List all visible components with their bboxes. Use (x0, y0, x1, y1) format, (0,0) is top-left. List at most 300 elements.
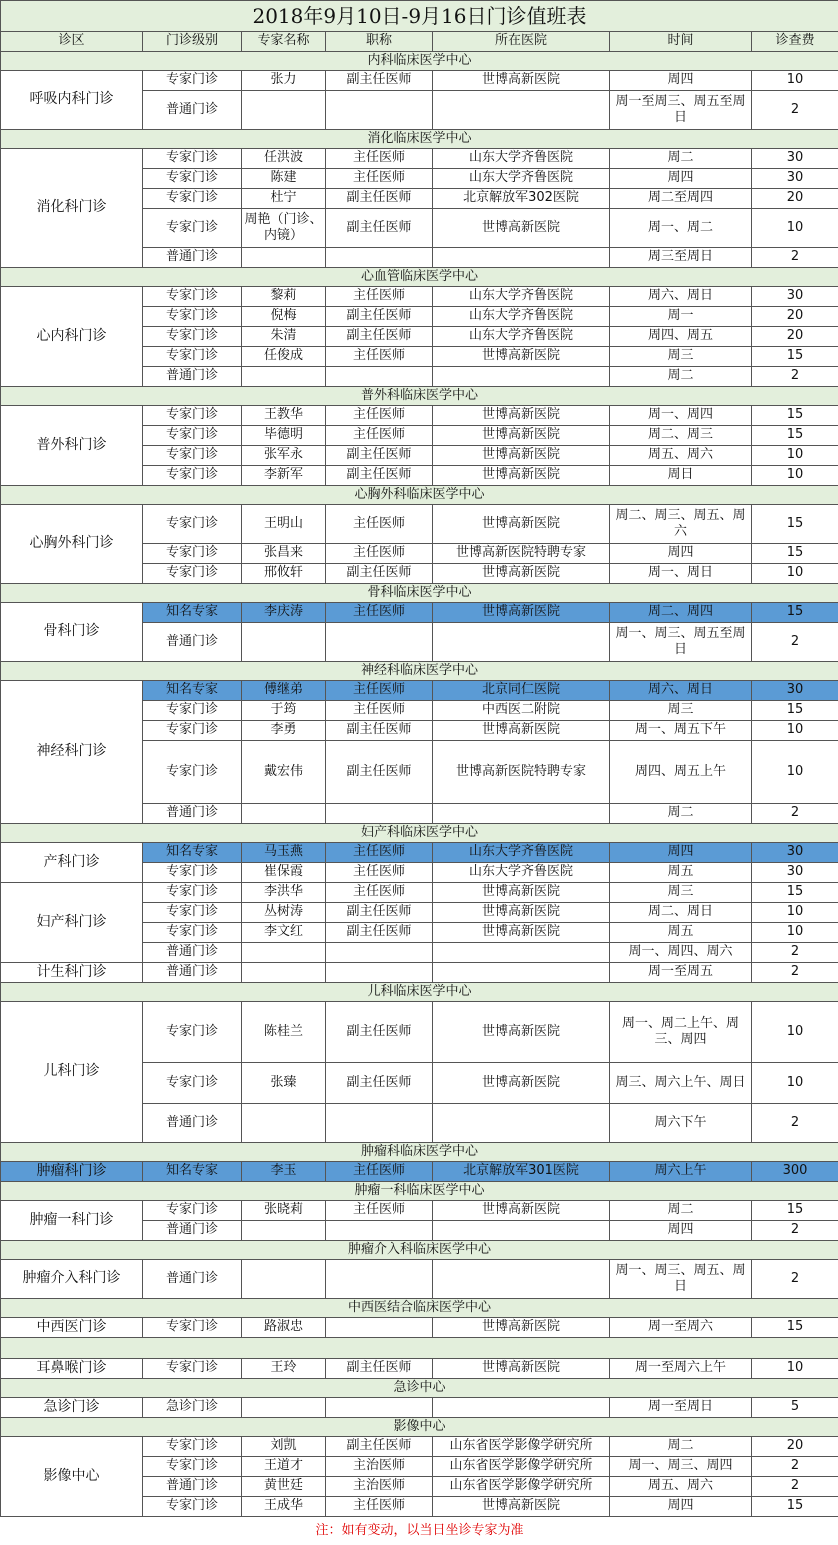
cell-title: 主任医师 (326, 149, 433, 169)
table-row (1, 149, 838, 169)
cell-level: 普通门诊 (143, 804, 242, 824)
cell-time: 周二 (610, 804, 752, 824)
cell-hospital: 世博高新医院 (433, 505, 610, 544)
table-row (1, 1260, 838, 1299)
cell-name (242, 963, 326, 983)
cell-name: 杜宁 (242, 189, 326, 209)
cell-level: 专家门诊 (143, 307, 242, 327)
cell-fee: 20 (752, 307, 838, 327)
cell-name: 李洪华 (242, 883, 326, 903)
cell-hospital: 山东大学齐鲁医院 (433, 863, 610, 883)
table-body (1, 52, 838, 1517)
cell-fee: 10 (752, 446, 838, 466)
cell-title: 主任医师 (326, 505, 433, 544)
cell-time: 周四、周五 (610, 327, 752, 347)
cell-time: 周五 (610, 863, 752, 883)
cell-level: 专家门诊 (143, 406, 242, 426)
cell-level: 专家门诊 (143, 741, 242, 804)
cell-time: 周三 (610, 701, 752, 721)
cell-title (326, 963, 433, 983)
cell-time: 周一、周日 (610, 564, 752, 584)
cell-title: 副主任医师 (326, 189, 433, 209)
cell-hospital: 北京解放军301医院 (433, 1162, 610, 1182)
cell-name (242, 1104, 326, 1143)
cell-title: 主任医师 (326, 347, 433, 367)
cell-hospital: 世博高新医院 (433, 426, 610, 446)
cell-fee: 15 (752, 544, 838, 564)
cell-level: 专家门诊 (143, 1437, 242, 1457)
cell-title: 副主任医师 (326, 209, 433, 248)
col-header: 职称 (326, 32, 433, 52)
cell-level: 专家门诊 (143, 903, 242, 923)
cell-title (326, 91, 433, 130)
cell-level: 专家门诊 (143, 1318, 242, 1338)
table-row (1, 1359, 838, 1379)
cell-level: 专家门诊 (143, 71, 242, 91)
cell-name (242, 1398, 326, 1418)
cell-title: 副主任医师 (326, 1359, 433, 1379)
table-row (1, 1002, 838, 1063)
cell-fee: 15 (752, 426, 838, 446)
cell-fee: 20 (752, 189, 838, 209)
cell-hospital: 世博高新医院 (433, 564, 610, 584)
cell-name: 刘凯 (242, 1437, 326, 1457)
cell-hospital: 北京同仁医院 (433, 681, 610, 701)
cell-level: 专家门诊 (143, 426, 242, 446)
cell-time: 周一、周五下午 (610, 721, 752, 741)
section-header: 影像中心 (1, 1418, 838, 1437)
cell-title: 主任医师 (326, 426, 433, 446)
section-header: 骨科临床医学中心 (1, 584, 838, 603)
cell-fee: 20 (752, 327, 838, 347)
cell-name: 李文红 (242, 923, 326, 943)
cell-time: 周四 (610, 169, 752, 189)
cell-name: 任俊成 (242, 347, 326, 367)
cell-hospital: 山东大学齐鲁医院 (433, 843, 610, 863)
cell-hospital: 山东大学齐鲁医院 (433, 149, 610, 169)
zone-cell: 产科门诊 (1, 843, 143, 883)
cell-name: 倪梅 (242, 307, 326, 327)
cell-name (242, 91, 326, 130)
cell-fee: 30 (752, 843, 838, 863)
cell-hospital: 中西医二附院 (433, 701, 610, 721)
table-row (1, 505, 838, 544)
zone-cell: 妇产科门诊 (1, 883, 143, 963)
section-header: 中西医结合临床医学中心 (1, 1299, 838, 1318)
section-header: 消化临床医学中心 (1, 130, 838, 149)
zone-cell: 呼吸内科门诊 (1, 71, 143, 130)
cell-hospital: 世博高新医院 (433, 406, 610, 426)
cell-hospital: 山东省医学影像学研究所 (433, 1437, 610, 1457)
cell-level: 专家门诊 (143, 883, 242, 903)
cell-name: 马玉燕 (242, 843, 326, 863)
cell-time: 周日 (610, 466, 752, 486)
cell-name: 张臻 (242, 1063, 326, 1104)
cell-fee: 15 (752, 406, 838, 426)
cell-time: 周四 (610, 843, 752, 863)
cell-title: 主治医师 (326, 1477, 433, 1497)
cell-hospital: 世博高新医院 (433, 347, 610, 367)
cell-level: 专家门诊 (143, 1002, 242, 1063)
cell-hospital: 世博高新医院特聘专家 (433, 741, 610, 804)
cell-fee: 2 (752, 91, 838, 130)
zone-cell: 肿瘤介入科门诊 (1, 1260, 143, 1299)
section-header: 心胸外科临床医学中心 (1, 486, 838, 505)
cell-time: 周一至周六上午 (610, 1359, 752, 1379)
cell-name: 李新军 (242, 466, 326, 486)
cell-title: 主任医师 (326, 701, 433, 721)
cell-fee: 30 (752, 863, 838, 883)
cell-name (242, 1260, 326, 1299)
cell-level: 专家门诊 (143, 863, 242, 883)
cell-time: 周一、周二 (610, 209, 752, 248)
cell-fee: 2 (752, 943, 838, 963)
section-header: 肿瘤科临床医学中心 (1, 1143, 838, 1162)
cell-hospital (433, 248, 610, 268)
cell-level: 普通门诊 (143, 943, 242, 963)
table-row (1, 1162, 838, 1182)
cell-fee: 10 (752, 923, 838, 943)
cell-fee: 15 (752, 1497, 838, 1517)
cell-fee: 10 (752, 209, 838, 248)
cell-level: 普通门诊 (143, 623, 242, 662)
cell-time: 周二、周三、周五、周六 (610, 505, 752, 544)
header-row (1, 32, 838, 52)
cell-time: 周五、周六 (610, 1477, 752, 1497)
cell-name: 于筠 (242, 701, 326, 721)
cell-fee: 2 (752, 367, 838, 387)
cell-name: 李勇 (242, 721, 326, 741)
table-row (1, 71, 838, 91)
cell-fee: 15 (752, 1201, 838, 1221)
cell-title: 副主任医师 (326, 741, 433, 804)
cell-title: 主任医师 (326, 863, 433, 883)
cell-fee: 15 (752, 1318, 838, 1338)
cell-title: 主任医师 (326, 544, 433, 564)
zone-cell: 肿瘤一科门诊 (1, 1201, 143, 1241)
zone-cell: 急诊门诊 (1, 1398, 143, 1418)
cell-name: 王明山 (242, 505, 326, 544)
cell-title (326, 943, 433, 963)
cell-hospital: 世博高新医院 (433, 1318, 610, 1338)
cell-level: 普通门诊 (143, 248, 242, 268)
table-row (1, 406, 838, 426)
cell-hospital: 世博高新医院特聘专家 (433, 544, 610, 564)
cell-hospital (433, 943, 610, 963)
cell-name: 朱清 (242, 327, 326, 347)
section-header: 肿瘤介入科临床医学中心 (1, 1241, 838, 1260)
cell-time: 周六下午 (610, 1104, 752, 1143)
cell-name: 王成华 (242, 1497, 326, 1517)
cell-name: 路淑忠 (242, 1318, 326, 1338)
cell-name: 张昌来 (242, 544, 326, 564)
cell-fee: 10 (752, 1002, 838, 1063)
zone-cell: 心内科门诊 (1, 287, 143, 387)
cell-fee: 2 (752, 248, 838, 268)
cell-title: 副主任医师 (326, 1437, 433, 1457)
cell-fee: 30 (752, 287, 838, 307)
cell-time: 周一至周五 (610, 963, 752, 983)
table-row (1, 963, 838, 983)
cell-time: 周一 (610, 307, 752, 327)
cell-level: 普通门诊 (143, 963, 242, 983)
cell-fee: 10 (752, 564, 838, 584)
table-row (1, 1398, 838, 1418)
cell-fee: 2 (752, 1457, 838, 1477)
cell-time: 周六上午 (610, 1162, 752, 1182)
col-header: 门诊级别 (143, 32, 242, 52)
cell-time: 周二至周四 (610, 189, 752, 209)
cell-hospital (433, 1221, 610, 1241)
cell-title (326, 623, 433, 662)
cell-fee: 2 (752, 1477, 838, 1497)
cell-name: 王道才 (242, 1457, 326, 1477)
cell-level: 专家门诊 (143, 149, 242, 169)
cell-title: 主任医师 (326, 681, 433, 701)
cell-hospital (433, 1260, 610, 1299)
cell-title: 副主任医师 (326, 446, 433, 466)
cell-level: 普通门诊 (143, 1104, 242, 1143)
cell-name: 张力 (242, 71, 326, 91)
cell-title: 副主任医师 (326, 923, 433, 943)
cell-level: 专家门诊 (143, 287, 242, 307)
cell-level: 专家门诊 (143, 1497, 242, 1517)
cell-time: 周四 (610, 1497, 752, 1517)
cell-hospital (433, 623, 610, 662)
cell-level: 专家门诊 (143, 466, 242, 486)
cell-time: 周三 (610, 347, 752, 367)
table-row (1, 287, 838, 307)
cell-name: 陈建 (242, 169, 326, 189)
table-row (1, 883, 838, 903)
cell-hospital (433, 1104, 610, 1143)
cell-title: 主任医师 (326, 1201, 433, 1221)
cell-level: 专家门诊 (143, 923, 242, 943)
cell-fee: 300 (752, 1162, 838, 1182)
cell-name: 陈桂兰 (242, 1002, 326, 1063)
cell-hospital: 世博高新医院 (433, 71, 610, 91)
cell-fee: 10 (752, 741, 838, 804)
cell-title: 副主任医师 (326, 327, 433, 347)
cell-fee: 10 (752, 71, 838, 91)
cell-name: 张晓莉 (242, 1201, 326, 1221)
cell-title: 主任医师 (326, 169, 433, 189)
cell-fee: 2 (752, 1260, 838, 1299)
cell-name: 李庆涛 (242, 603, 326, 623)
cell-time: 周一、周三、周五至周日 (610, 623, 752, 662)
cell-hospital: 山东省医学影像学研究所 (433, 1477, 610, 1497)
table-row (1, 1437, 838, 1457)
zone-cell: 骨科门诊 (1, 603, 143, 662)
cell-hospital: 世博高新医院 (433, 1497, 610, 1517)
cell-level: 专家门诊 (143, 327, 242, 347)
cell-level: 专家门诊 (143, 189, 242, 209)
cell-name: 张军永 (242, 446, 326, 466)
cell-time: 周二、周三 (610, 426, 752, 446)
cell-time: 周一、周二上午、周三、周四 (610, 1002, 752, 1063)
cell-level: 专家门诊 (143, 1201, 242, 1221)
cell-title: 副主任医师 (326, 721, 433, 741)
cell-time: 周三至周日 (610, 248, 752, 268)
cell-fee: 30 (752, 681, 838, 701)
cell-hospital: 世博高新医院 (433, 721, 610, 741)
cell-name: 黎莉 (242, 287, 326, 307)
cell-hospital: 世博高新医院 (433, 1359, 610, 1379)
cell-title (326, 1221, 433, 1241)
table-row (1, 1201, 838, 1221)
cell-hospital: 山东大学齐鲁医院 (433, 327, 610, 347)
cell-level: 普通门诊 (143, 1477, 242, 1497)
cell-time: 周五 (610, 923, 752, 943)
cell-title (326, 248, 433, 268)
section-header: 肿瘤一科临床医学中心 (1, 1182, 838, 1201)
cell-name: 周艳（门诊、内镜） (242, 209, 326, 248)
cell-level: 急诊门诊 (143, 1398, 242, 1418)
cell-time: 周三 (610, 883, 752, 903)
cell-hospital: 世博高新医院 (433, 903, 610, 923)
cell-fee: 5 (752, 1398, 838, 1418)
cell-title (326, 1104, 433, 1143)
section-header: 内科临床医学中心 (1, 52, 838, 71)
col-header: 诊查费 (752, 32, 838, 52)
cell-level: 专家门诊 (143, 564, 242, 584)
cell-level: 专家门诊 (143, 1359, 242, 1379)
cell-name: 李玉 (242, 1162, 326, 1182)
cell-fee: 20 (752, 1437, 838, 1457)
section-header: 心血管临床医学中心 (1, 268, 838, 287)
cell-title: 主任医师 (326, 287, 433, 307)
cell-level: 普通门诊 (143, 1221, 242, 1241)
cell-level: 知名专家 (143, 603, 242, 623)
cell-fee: 10 (752, 903, 838, 923)
cell-title: 主任医师 (326, 603, 433, 623)
cell-time: 周二 (610, 1201, 752, 1221)
col-header: 专家名称 (242, 32, 326, 52)
cell-level: 知名专家 (143, 1162, 242, 1182)
cell-fee: 2 (752, 1104, 838, 1143)
section-header: 普外科临床医学中心 (1, 387, 838, 406)
cell-level: 普通门诊 (143, 91, 242, 130)
cell-fee: 2 (752, 963, 838, 983)
zone-cell: 消化科门诊 (1, 149, 143, 268)
cell-hospital: 山东省医学影像学研究所 (433, 1457, 610, 1477)
cell-name: 任洪波 (242, 149, 326, 169)
cell-title: 副主任医师 (326, 1063, 433, 1104)
cell-hospital: 世博高新医院 (433, 1002, 610, 1063)
cell-hospital: 世博高新医院 (433, 883, 610, 903)
cell-name (242, 804, 326, 824)
cell-name: 邢攸轩 (242, 564, 326, 584)
cell-time: 周一、周四、周六 (610, 943, 752, 963)
cell-time: 周一、周三、周四 (610, 1457, 752, 1477)
cell-title (326, 804, 433, 824)
table-row (1, 681, 838, 701)
cell-time: 周二、周日 (610, 903, 752, 923)
cell-title: 主治医师 (326, 1457, 433, 1477)
cell-level: 专家门诊 (143, 209, 242, 248)
cell-name: 王教华 (242, 406, 326, 426)
cell-name: 傅继弟 (242, 681, 326, 701)
cell-time: 周二 (610, 1437, 752, 1457)
col-header: 时间 (610, 32, 752, 52)
zone-cell: 计生科门诊 (1, 963, 143, 983)
cell-time: 周一、周四 (610, 406, 752, 426)
cell-title (326, 1260, 433, 1299)
cell-fee: 10 (752, 466, 838, 486)
cell-time: 周三、周六上午、周日 (610, 1063, 752, 1104)
table-row (1, 603, 838, 623)
cell-level: 专家门诊 (143, 1063, 242, 1104)
cell-name: 丛树涛 (242, 903, 326, 923)
cell-level: 专家门诊 (143, 446, 242, 466)
cell-fee: 2 (752, 1221, 838, 1241)
table-row (1, 1318, 838, 1338)
cell-time: 周五、周六 (610, 446, 752, 466)
table-title: 2018年9月10日-9月16日门诊值班表 (1, 1, 838, 32)
zone-cell: 心胸外科门诊 (1, 505, 143, 584)
cell-hospital: 世博高新医院 (433, 466, 610, 486)
cell-title: 主任医师 (326, 843, 433, 863)
cell-hospital: 北京解放军302医院 (433, 189, 610, 209)
cell-level: 知名专家 (143, 681, 242, 701)
cell-name (242, 367, 326, 387)
cell-title: 副主任医师 (326, 564, 433, 584)
cell-time: 周四 (610, 1221, 752, 1241)
cell-fee: 15 (752, 347, 838, 367)
cell-fee: 10 (752, 1063, 838, 1104)
cell-time: 周一、周三、周五、周日 (610, 1260, 752, 1299)
cell-fee: 2 (752, 804, 838, 824)
cell-title: 主任医师 (326, 1162, 433, 1182)
cell-title (326, 1318, 433, 1338)
zone-cell: 普外科门诊 (1, 406, 143, 486)
cell-time: 周四 (610, 544, 752, 564)
cell-fee: 15 (752, 603, 838, 623)
cell-level: 专家门诊 (143, 347, 242, 367)
cell-hospital (433, 804, 610, 824)
cell-title: 主任医师 (326, 1497, 433, 1517)
cell-hospital: 山东大学齐鲁医院 (433, 169, 610, 189)
cell-name (242, 248, 326, 268)
cell-hospital (433, 963, 610, 983)
cell-time: 周一至周六 (610, 1318, 752, 1338)
cell-title: 副主任医师 (326, 307, 433, 327)
cell-fee: 15 (752, 883, 838, 903)
cell-time: 周二 (610, 149, 752, 169)
cell-hospital (433, 91, 610, 130)
col-header: 所在医院 (433, 32, 610, 52)
cell-name: 黄世廷 (242, 1477, 326, 1497)
section-header: 儿科临床医学中心 (1, 983, 838, 1002)
cell-level: 专家门诊 (143, 544, 242, 564)
cell-level: 专家门诊 (143, 721, 242, 741)
zone-cell: 儿科门诊 (1, 1002, 143, 1143)
cell-level: 普通门诊 (143, 367, 242, 387)
cell-title: 主任医师 (326, 883, 433, 903)
cell-hospital (433, 1398, 610, 1418)
cell-level: 专家门诊 (143, 701, 242, 721)
cell-fee: 30 (752, 169, 838, 189)
cell-hospital: 世博高新医院 (433, 603, 610, 623)
cell-time: 周二 (610, 367, 752, 387)
cell-level: 知名专家 (143, 843, 242, 863)
cell-title (326, 1398, 433, 1418)
footnote: 注：如有变动，以当日坐诊专家为准 (1, 1517, 838, 1545)
cell-name: 崔保霞 (242, 863, 326, 883)
section-header: 妇产科临床医学中心 (1, 824, 838, 843)
cell-level: 专家门诊 (143, 169, 242, 189)
cell-name (242, 943, 326, 963)
